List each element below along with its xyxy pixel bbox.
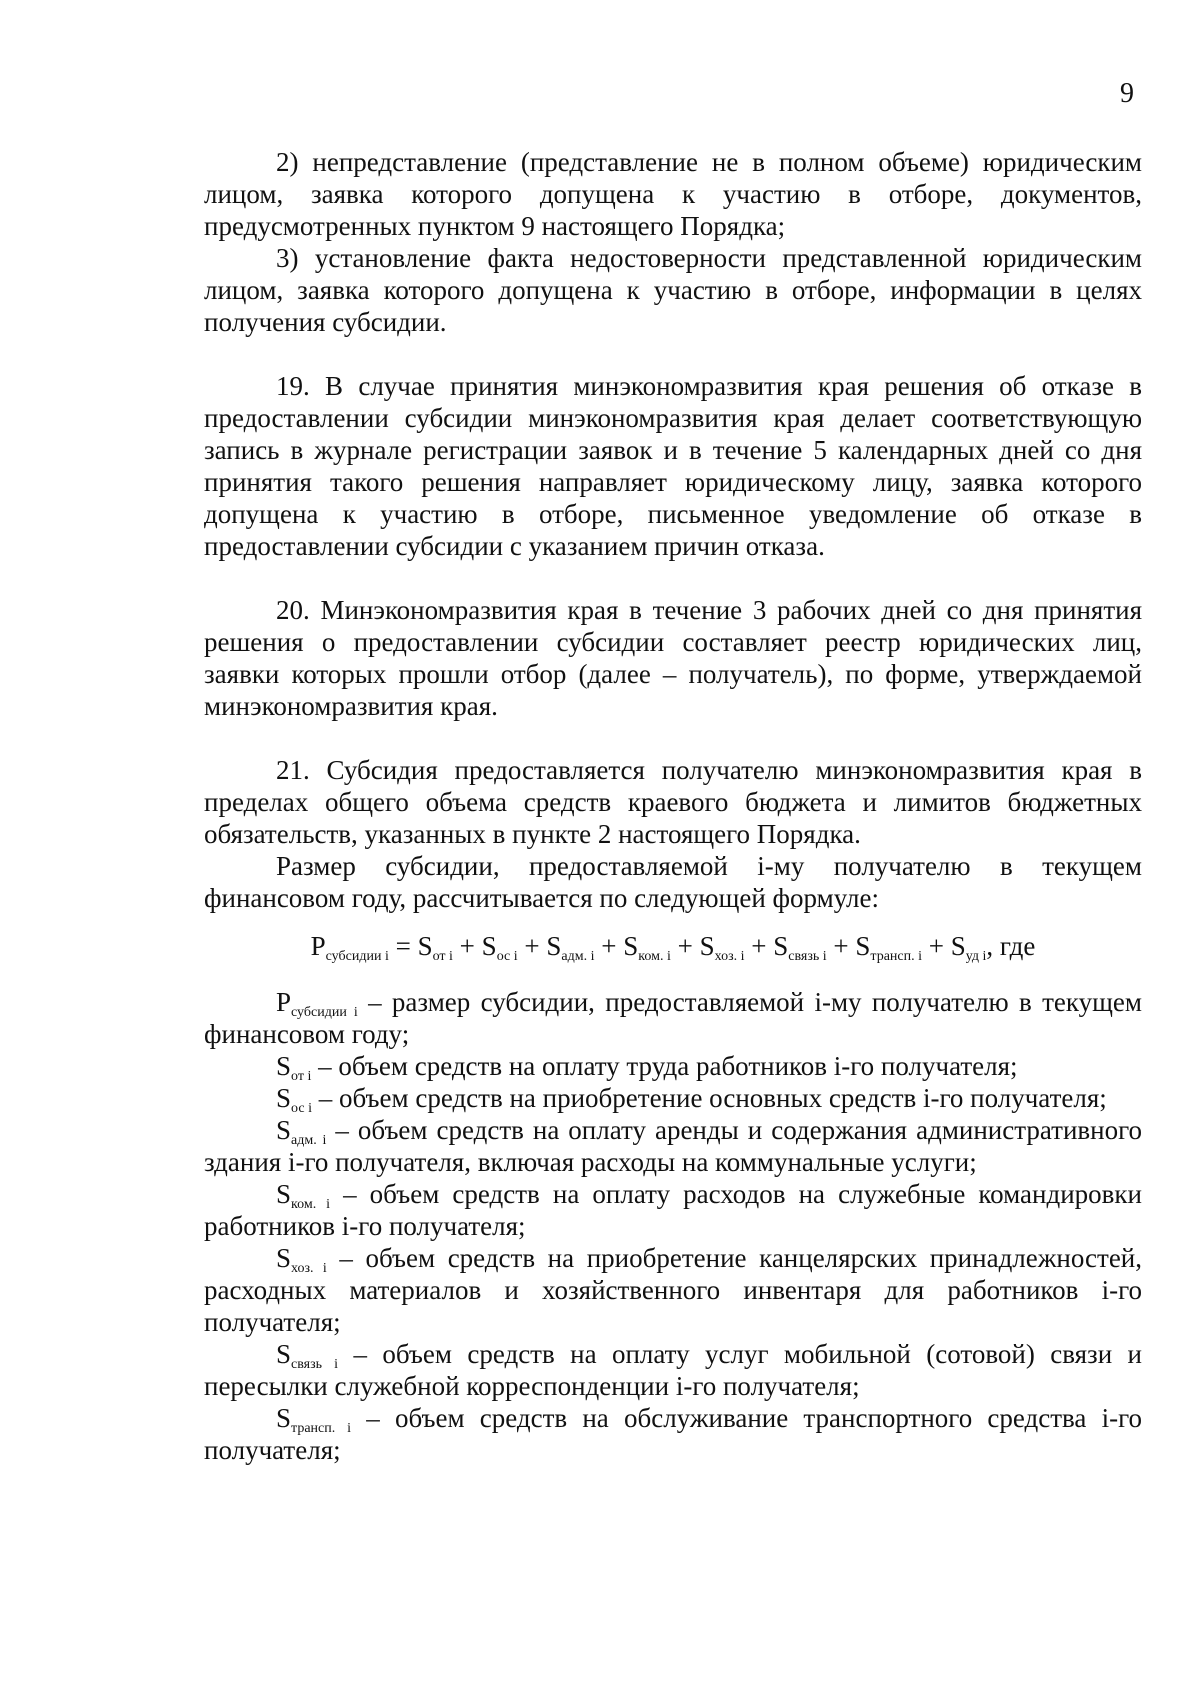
definition-p-subsidy: $P_{субсидии i}$ – размер субсидии, предоставляемой i-му получателю в текущем финансовом году; bbox=[204, 987, 1142, 1049]
document-body bbox=[204, 146, 1142, 1466]
definition-s-ot: $S_{от i}$ – объем средств на оплату труда работников i-го получателя; bbox=[276, 1051, 1018, 1084]
definition-s-svyaz: $S_{связь i}$ – объем средств на оплату услуг мобильной (сотовой) связи и пересылки служебной корреспонденции i-го получателя; bbox=[204, 1339, 1142, 1401]
paragraph-21: 21. Субсидия предоставляется получателю минэкономразвития края в пределах общего объема средств краевого бюджета и лимитов бюджетных обязательств, указанных в пункте 2 настоящего Порядка. bbox=[204, 755, 1142, 849]
definition-s-transp: $S_{трансп. i}$ – объем средств на обслуживание транспортного средства i-го получателя; bbox=[204, 1403, 1142, 1465]
paragraph-19: 19. В случае принятия минэкономразвития края решения об отказе в предоставлении субсидии минэкономразвития края делает соответствующую запись в журнале регистрации заявок и в течение 5 календарных дней со дня принятия такого решения направляет юридическому лицу, заявка которого допущена к участию в отборе, письменное уведомление об отказе в предоставлении субсидии с указанием причин отказа. bbox=[204, 371, 1142, 561]
definition-s-adm: $S_{адм. i}$ – объем средств на оплату аренды и содержания административного здания i-го получателя, включая расходы на коммунальные услуги; bbox=[204, 1115, 1142, 1177]
definition-s-os: $S_{ос i}$ – объем средств на приобретение основных средств i-го получателя; bbox=[276, 1083, 1107, 1116]
definition-s-hoz: $S_{хоз. i}$ – объем средств на приобретение канцелярских принадлежностей, расходных материалов и хозяйственного инвентаря для работников i-го получателя; bbox=[204, 1243, 1143, 1337]
page-number: 9 bbox=[1120, 78, 1134, 109]
definition-s-kom: $S_{ком. i}$ – объем средств на оплату расходов на служебные командировки работников i-го получателя; bbox=[204, 1179, 1142, 1241]
subsidy-formula: $P_{субсидии i} = S_{от i} + S_{ос i} + S_{адм. i} + S_{ком. i} + S_{хоз. i} + S_{связь i} + S_{трансп. i} + S_{уд i}$, где bbox=[310, 931, 1036, 964]
paragraph-21-formula-intro: Размер субсидии, предоставляемой i-му получателю в текущем финансовом году, рассчитывается по следующей формуле: bbox=[204, 851, 1142, 913]
paragraph-20: 20. Минэкономразвития края в течение 3 рабочих дней со дня принятия решения о предоставлении субсидии составляет реестр юридических лиц, заявки которых прошли отбор (далее – получатель), по форме, утверждаемой минэкономразвития края. bbox=[204, 595, 1142, 721]
paragraph-item-2: 2) непредставление (представление не в полном объеме) юридическим лицом, заявка которого допущена к участию в отборе, документов, предусмотренных пунктом 9 настоящего Порядка; bbox=[204, 147, 1142, 241]
paragraph-item-3: 3) установление факта недостоверности представленной юридическим лицом, заявка которого допущена к участию в отборе, информации в целях получения субсидии. bbox=[204, 243, 1142, 337]
